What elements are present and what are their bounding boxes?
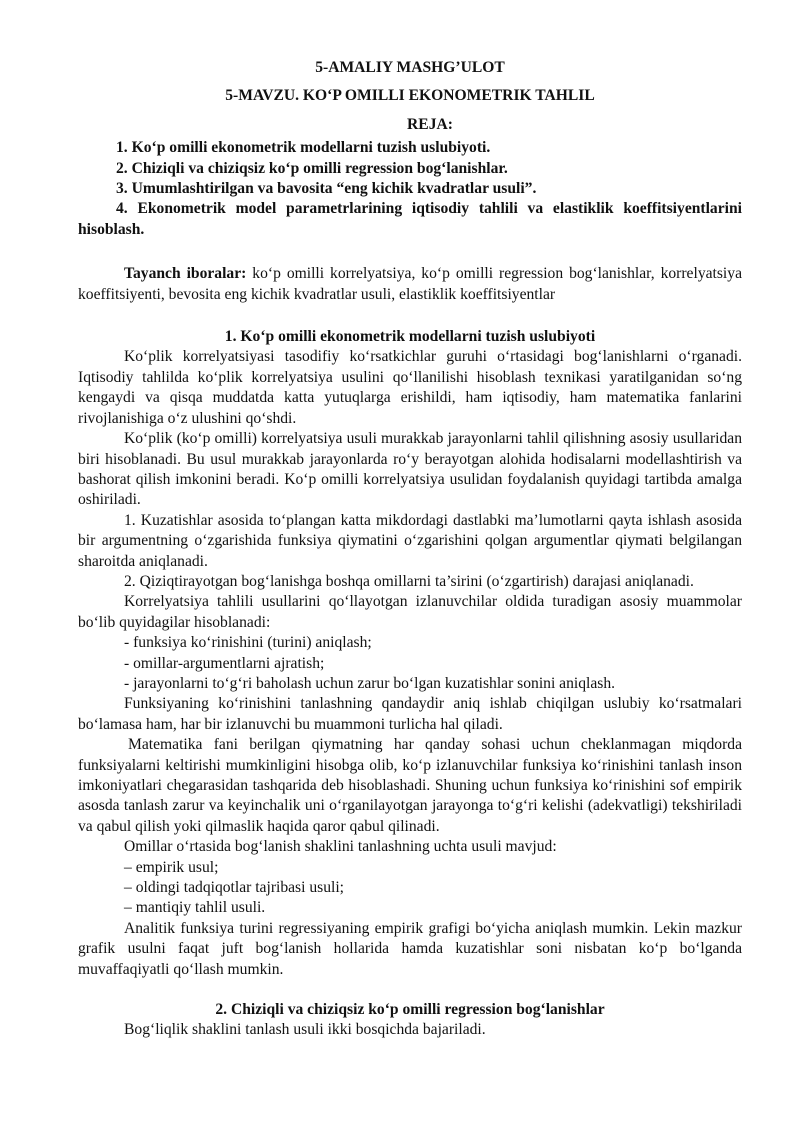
- paragraph: Matematika fani berilgan qiymatning har qanday sohasi uchun cheklanmagan miqdorda funksiyalarni keltirishi mumkinligini hisobga olib, ko‘p izlanuvchilar funksiya ko‘rinishini tanlash inson imkoniyatlari chegarasidan tashqarida deb hisoblashadi. Shuning uchun funksiya ko‘rinishini sof empirik asosda tanlash zarur va keyinchalik uni o‘rganilayotgan jarayonga to‘g‘ri kelishi (adekvatligi) tekshiriladi va qabul qilish yoki qilmaslik haqida qaror qabul qilinadi.: [78, 736, 742, 835]
- list-item: - funksiya ko‘rinishini (turini) aniqlash;: [124, 634, 372, 652]
- plan-list: [78, 138, 742, 240]
- paragraph: Funksiyaning ko‘rinishini tanlashning qandaydir aniq ishlab chiqilgan uslubiy ko‘rsatmalari bo‘lamasa ham, har bir izlanuvchi bu muammoni turlicha hal qiladi.: [78, 695, 742, 733]
- list-item: - jarayonlarni to‘g‘ri baholash uchun zarur bo‘lgan kuzatishlar sonini aniqlash.: [124, 674, 616, 692]
- paragraph: 2. Qiziqtirayotgan bog‘lanishga boshqa omillarni ta’sirini (o‘zgartirish) darajasi aniqlanadi.: [124, 572, 694, 590]
- topic-title: 5-MAVZU. KO‘P OMILLI EKONOMETRIK TAHLIL: [225, 87, 595, 105]
- document-title: 5-AMALIY MASHG’ULOT: [315, 59, 505, 76]
- paragraph: Omillar o‘rtasida bog‘lanish shaklini tanlashning uchta usuli mavjud:: [124, 838, 557, 856]
- plan-item: 3. Umumlashtirilgan va bavosita “eng kichik kvadratlar usuli”.: [116, 180, 537, 198]
- list-item: – empirik usul;: [124, 858, 219, 876]
- plan-item: 4. Ekonometrik model parametrlarining iqtisodiy tahlili va elastiklik koeffitsiyentlarini hisoblash.: [78, 200, 742, 238]
- paragraph: 1. Kuzatishlar asosida to‘plangan katta mikdordagi dastlabki ma’lumotlarni qayta ishlash asosida bir argumentning o‘zgarishida funksiya qiymatini o‘zgarishini qolgan argumentlar qiymati belgilangan sharoitda aniqlanadi.: [78, 511, 742, 570]
- list-item: - omillar-argumentlarni ajratish;: [124, 654, 325, 672]
- keywords-label: Tayanch iboralar:: [124, 265, 247, 283]
- plan-item: 2. Chiziqli va chiziqsiz ko‘p omilli regression bog‘lanishlar.: [116, 159, 508, 177]
- paragraph: Ko‘plik korrelyatsiyasi tasodifiy ko‘rsatkichlar guruhi o‘rtasidagi bog‘lanishlarni o‘rganadi. Iqtisodiy tahlilda ko‘plik korrelyatsiya usulini qo‘llanilishi hisoblash texnikasi yaratilganidan so‘ng kengaydi va qisqa muddatda katta yutuqlarga erishildi, ham iqtisodiy, ham matematika fanlarini rivojlanishiga o‘z ulushini qo‘shdi.: [78, 348, 742, 427]
- section-2-heading: 2. Chiziqli va chiziqsiz ko‘p omilli regression bog‘lanishlar: [215, 1001, 605, 1019]
- paragraph: Ko‘plik (ko‘p omilli) korrelyatsiya usuli murakkab jarayonlarni tahlil qilishning asosiy usullaridan biri hisoblanadi. Bu usul murakkab jarayonlarda ro‘y berayotgan alohida hodisalarni modellashtirish va bashorat qilish imkonini beradi. Ko‘p omilli korrelyatsiya usulidan foydalanish quyidagi tartibda amalga oshiriladi.: [78, 430, 742, 509]
- plan-heading: REJA:: [407, 115, 453, 133]
- paragraph: Bog‘liqlik shaklini tanlash usuli ikki bosqichda bajariladi.: [124, 1021, 486, 1039]
- paragraph: Analitik funksiya turini regressiyaning empirik grafigi bo‘yicha aniqlash mumkin. Lekin mazkur grafik usulni faqat juft bog‘lanish hollarida hamda kuzatishlar soni nisbatan ko‘p bo‘lganda muvaffaqiyatli qo‘llash mumkin.: [78, 919, 742, 978]
- plan-item: 1. Ko‘p omilli ekonometrik modellarni tuzish uslubiyoti.: [116, 139, 491, 157]
- document-page: [78, 58, 742, 1041]
- paragraph: Korrelyatsiya tahlili usullarini qo‘llayotgan izlanuvchilar oldida turadigan asosiy muammolar bo‘lib quyidagilar hisoblanadi:: [78, 593, 742, 631]
- list-item: – oldingi tadqiqotlar tajribasi usuli;: [124, 879, 345, 897]
- list-item: – mantiqiy tahlil usuli.: [124, 899, 266, 917]
- keywords-paragraph: [78, 264, 742, 305]
- keywords-text: ko‘p omilli korrelyatsiya, ko‘p omilli regression bog‘lanishlar, korrelyatsiya koeffitsiyenti, bevosita eng kichik kvadratlar usuli, elastiklik koeffitsiyentlar: [78, 265, 742, 303]
- section-1-heading: 1. Ko‘p omilli ekonometrik modellarni tuzish uslubiyoti: [224, 328, 596, 346]
